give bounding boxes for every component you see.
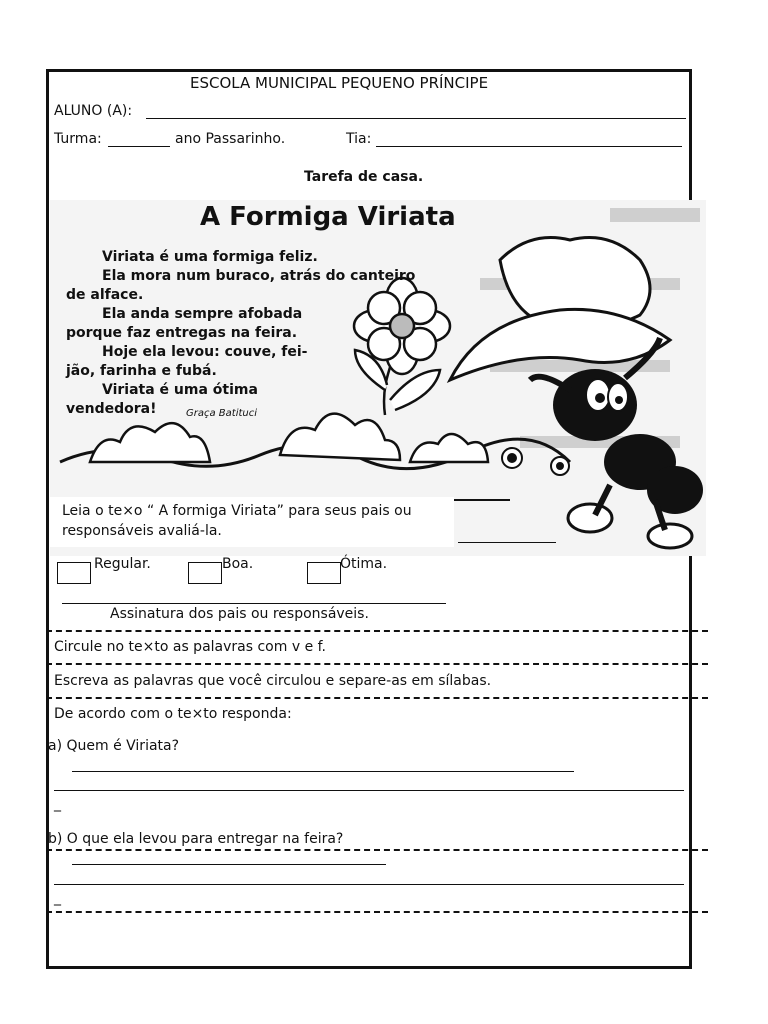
dashed-separator bbox=[46, 663, 708, 665]
dashed-separator bbox=[46, 849, 708, 851]
rating-checkbox-regular[interactable] bbox=[57, 562, 91, 584]
story-line: Hoje ela levou: couve, fei- bbox=[102, 344, 308, 360]
story-line: vendedora! bbox=[66, 401, 157, 417]
task-title: Tarefa de casa. bbox=[304, 169, 424, 185]
story-line: de alface. bbox=[66, 287, 144, 303]
answer-b-line1[interactable] bbox=[72, 864, 386, 865]
story-line: porque faz entregas na feira. bbox=[66, 325, 298, 341]
answer-a-line1[interactable] bbox=[72, 771, 574, 772]
class-field[interactable] bbox=[108, 146, 170, 147]
class-suffix: ano Passarinho. bbox=[175, 131, 286, 147]
dashed-separator bbox=[46, 911, 708, 913]
rating-checkbox-boa[interactable] bbox=[188, 562, 222, 584]
story-line: jão, farinha e fubá. bbox=[66, 363, 217, 379]
story-line: Ela anda sempre afobada bbox=[102, 306, 303, 322]
teacher-field[interactable] bbox=[376, 146, 682, 147]
story-text bbox=[66, 248, 415, 419]
question-a: a) Quem é Viriata? bbox=[48, 738, 180, 754]
student-label: ALUNO (A): bbox=[54, 103, 133, 119]
student-name-field[interactable] bbox=[146, 118, 686, 119]
answer-a-line2[interactable] bbox=[54, 790, 684, 791]
read-instruction-line2: responsáveis avaliá-la. bbox=[62, 523, 222, 539]
rating-label-regular: Regular. bbox=[94, 556, 151, 572]
question-b: b) O que ela levou para entregar na feira? bbox=[48, 831, 344, 847]
dashed-separator bbox=[46, 630, 708, 632]
class-label: Turma: bbox=[54, 131, 102, 147]
story-title: A Formiga Viriata bbox=[200, 202, 456, 232]
underscore-mark: _ bbox=[54, 890, 61, 906]
read-instruction-line1: Leia o te×o “ A formiga Viriata” para seus pais ou bbox=[62, 503, 412, 519]
story-author: Graça Batituci bbox=[186, 408, 258, 419]
school-name: ESCOLA MUNICIPAL PEQUENO PRÍNCIPE bbox=[190, 74, 489, 92]
story-line: Viriata é uma formiga feliz. bbox=[102, 249, 318, 265]
signature-line[interactable] bbox=[62, 603, 446, 604]
signature-label: Assinatura dos pais ou responsáveis. bbox=[110, 606, 369, 622]
story-line: Viriata é uma ótima bbox=[102, 382, 258, 398]
rating-checkbox-otima[interactable] bbox=[307, 562, 341, 584]
answer-b-line2[interactable] bbox=[54, 884, 684, 885]
write-instruction: Escreva as palavras que você circulou e separe-as em sílabas. bbox=[54, 673, 492, 689]
story-line: Ela mora num buraco, atrás do canteiro bbox=[102, 268, 416, 284]
short-line bbox=[458, 542, 556, 543]
underscore-mark: _ bbox=[54, 796, 61, 812]
teacher-label: Tia: bbox=[346, 131, 372, 147]
dashed-separator bbox=[46, 697, 708, 699]
rating-label-otima: Ótima. bbox=[340, 556, 388, 572]
answer-instruction: De acordo com o te×to responda: bbox=[54, 706, 292, 722]
rating-label-boa: Boa. bbox=[222, 556, 254, 572]
circle-instruction: Circule no te×to as palavras com v e f. bbox=[54, 639, 326, 655]
